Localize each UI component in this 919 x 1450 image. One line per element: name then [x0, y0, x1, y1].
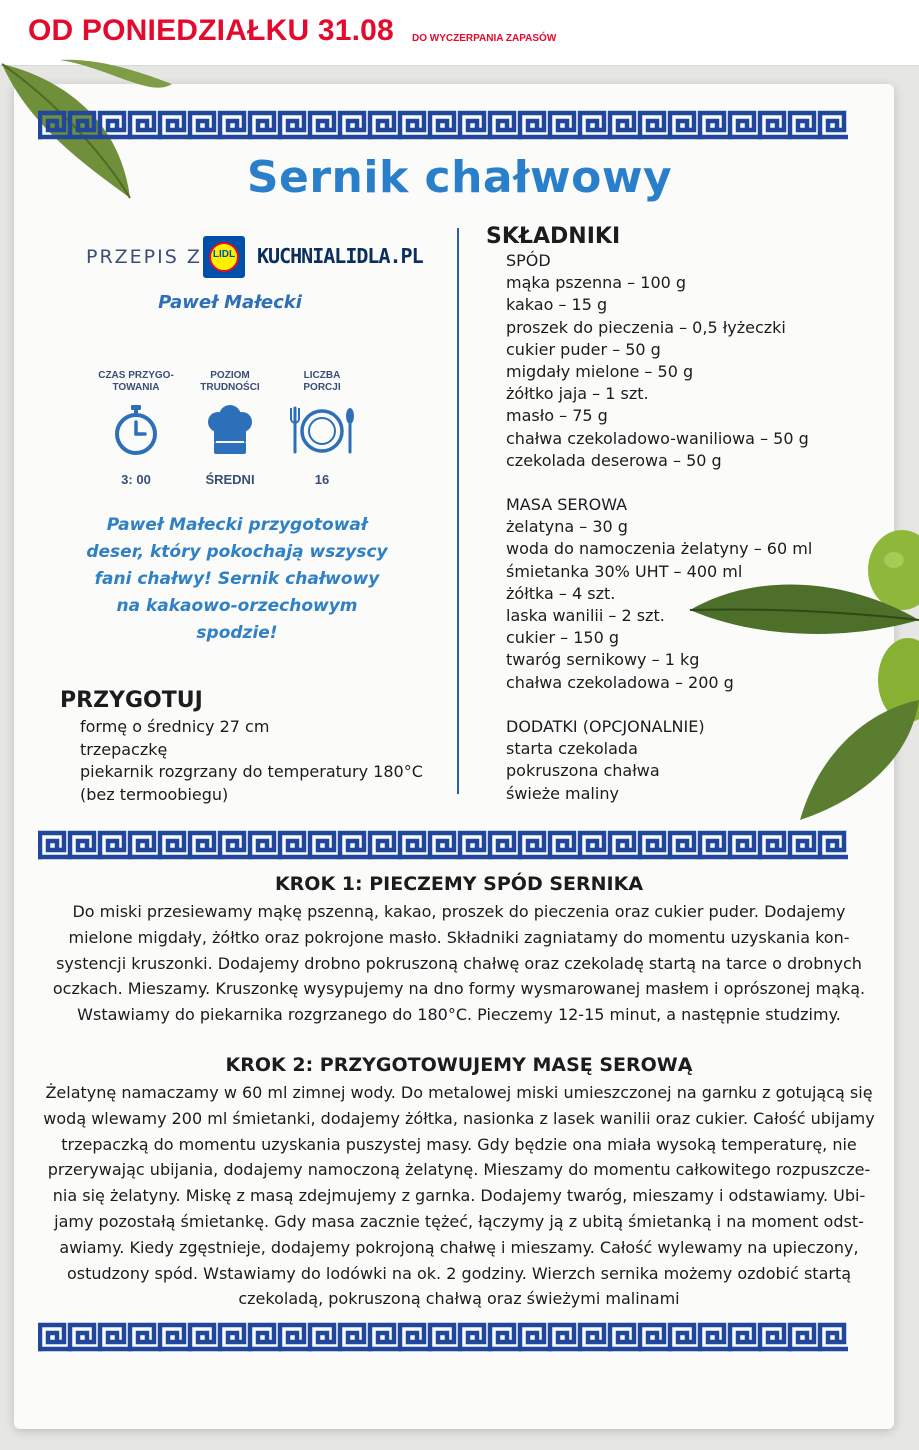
group-name: MASA SEROWA	[506, 495, 628, 514]
ingredient-item: mąka pszenna – 100 g	[506, 273, 687, 293]
site-link[interactable]: KUCHNIALIDLA.PL	[257, 244, 423, 268]
step-line: jamy pozostałą śmietankę. Gdy masa zacznie tężeć, łączymy ją z ubitą śmietanką i na moment odst-	[54, 1211, 864, 1231]
column-divider	[457, 228, 459, 794]
stat-label: CZAS PRZYGO-	[98, 370, 174, 381]
ingredient-item: żółtka – 4 szt.	[506, 583, 616, 603]
step-line: Żelatynę namaczamy w 60 ml zimnej wody. Do metalowej miski umieszczonej na garnku z gotującą się	[45, 1083, 873, 1102]
ingredient-item: proszek do pieczenia – 0,5 łyżeczki	[506, 317, 786, 337]
prepare-heading: PRZYGOTUJ	[60, 688, 203, 713]
group-name: DODATKI (OPCJONALNIE)	[506, 717, 705, 736]
step-title: KROK 2: PRZYGOTOWUJEMY MASĘ SEROWĄ	[225, 1054, 693, 1076]
source-prefix: PRZEPIS Z	[86, 246, 202, 268]
stat-label: TRUDNOŚCI	[200, 382, 260, 393]
step-1	[40, 873, 878, 1028]
lidl-logo-text: LIDL	[212, 249, 236, 260]
step-line: Wstawiamy do piekarnika rozgrzanego do 180°C. Pieczemy 12-15 minut, a następnie studzimy.	[77, 1005, 841, 1025]
group-name: SPÓD	[506, 251, 551, 270]
ingredient-item: starta czekolada	[506, 739, 638, 759]
ingredient-item: cukier – 150 g	[506, 628, 620, 648]
stat-value: 16	[314, 472, 330, 487]
step-line: Do miski przesiewamy mąkę pszenną, kakao, proszek do pieczenia oraz cukier puder. Dodajemy	[72, 902, 846, 921]
ingredients-heading: SKŁADNIKI	[486, 224, 621, 249]
offer-date: OD PONIEDZIAŁKU 31.08	[28, 14, 394, 47]
step-line: ostudzony spód. Wstawiamy do lodówki na ok. 2 godziny. Wierzch sernika możemy ozdobić startą	[66, 1263, 852, 1283]
ingredient-item: migdały mielone – 50 g	[506, 362, 694, 382]
plate-cutlery-icon	[267, 400, 377, 460]
ingredient-item: żelatyna – 30 g	[506, 517, 628, 537]
ingredient-item: cukier puder – 50 g	[506, 339, 661, 359]
step-line: przerywając ubijania, dodajemy namoczoną żelatynę. Mieszamy do momentu całkowitego rozpuszcze-	[47, 1160, 871, 1180]
ingredient-item: czekolada deserowa – 50 g	[506, 450, 722, 470]
step-line: systencji kruszonki. Dodajemy drobno pokruszoną chałwę oraz czekoladę startą na tarce o drobnych	[56, 953, 862, 973]
meander-border-bottom	[38, 1322, 876, 1352]
step-line: mielone migdały, żółtko oraz pokrojone masło. Składniki zagniatamy do momentu uzyskania kon-	[68, 927, 850, 947]
stat-label: LICZBA	[303, 370, 341, 381]
stat-value: 3: 00	[121, 472, 151, 487]
header-bar	[0, 0, 919, 66]
author-name: Paweł Małecki	[158, 292, 302, 313]
list-item: trzepaczkę	[80, 739, 168, 759]
ingredient-item: laska wanilii – 2 szt.	[506, 606, 665, 626]
stat-servings	[267, 370, 377, 487]
recipe-teaser: Paweł Małecki przygotował deser, który pokochają wszyscy fani chałwy! Sernik chałwowy na kakaowo-orzechowym spodzie!	[86, 515, 388, 643]
ingredient-item: masło – 75 g	[506, 406, 608, 426]
ingredient-item: woda do namoczenia żelatyny – 60 ml	[506, 539, 813, 559]
list-item: formę o średnicy 27 cm	[80, 717, 270, 736]
ingredient-item: chałwa czekoladowa – 200 g	[506, 672, 734, 692]
ingredient-item: kakao – 15 g	[506, 295, 608, 315]
ingredient-group-extras	[506, 716, 896, 805]
ingredient-item: pokruszona chałwa	[506, 761, 660, 781]
step-line: czekoladą, pokruszoną chałwą oraz świeżymi malinami	[238, 1289, 680, 1309]
stat-label: PORCJI	[303, 382, 341, 393]
meander-border-middle	[38, 830, 876, 860]
list-item: piekarnik rozgrzany do temperatury 180°C	[80, 762, 423, 781]
list-item: (bez termoobiegu)	[80, 784, 229, 804]
meander-border-top	[38, 110, 876, 140]
stat-label: TOWANIA	[112, 382, 160, 393]
ingredient-item: twaróg sernikowy – 1 kg	[506, 650, 700, 670]
ingredient-item: świeże maliny	[506, 783, 619, 803]
lidl-logo	[203, 236, 245, 278]
step-line: wodą wlewamy 200 ml śmietanki, dodajemy żółtka, nasionka z lasek wanilii oraz cukier. Całość ubijamy	[43, 1108, 875, 1128]
prepare-list	[80, 716, 440, 806]
step-2	[40, 1054, 878, 1312]
ingredient-item: śmietanka 30% UHT – 400 ml	[506, 561, 743, 581]
step-line: awiamy. Kiedy zgęstnieje, dodajemy pokrojoną chałwę i mieszamy. Całość wylewamy na upieczony,	[59, 1237, 859, 1257]
step-line: oczkach. Mieszamy. Kruszonkę wysypujemy na dno formy wysmarowanej masłem i oprószonej mąką.	[52, 979, 866, 999]
ingredient-group-base	[506, 250, 896, 472]
step-line: trzepaczką do momentu uzyskania puszystej masy. Gdy będzie ona miała wysoką temperaturę, nie	[61, 1134, 857, 1154]
step-line: nia się żelatyny. Miskę z masą zdejmujemy z garnka. Dodajemy twaróg, mieszamy i odstawiamy. Ubi-	[52, 1186, 866, 1206]
step-title: KROK 1: PIECZEMY SPÓD SERNIKA	[274, 873, 644, 895]
ingredient-item: chałwa czekoladowo-waniliowa – 50 g	[506, 428, 809, 448]
recipe-title: Sernik chałwowy	[246, 152, 673, 203]
stat-value: ŚREDNI	[205, 472, 255, 487]
availability-note: DO WYCZERPANIA ZAPASÓW	[412, 33, 557, 44]
ingredient-group-cheese	[506, 494, 896, 694]
stat-label: POZIOM	[210, 370, 250, 381]
ingredient-item: żółtko jaja – 1 szt.	[506, 384, 649, 404]
